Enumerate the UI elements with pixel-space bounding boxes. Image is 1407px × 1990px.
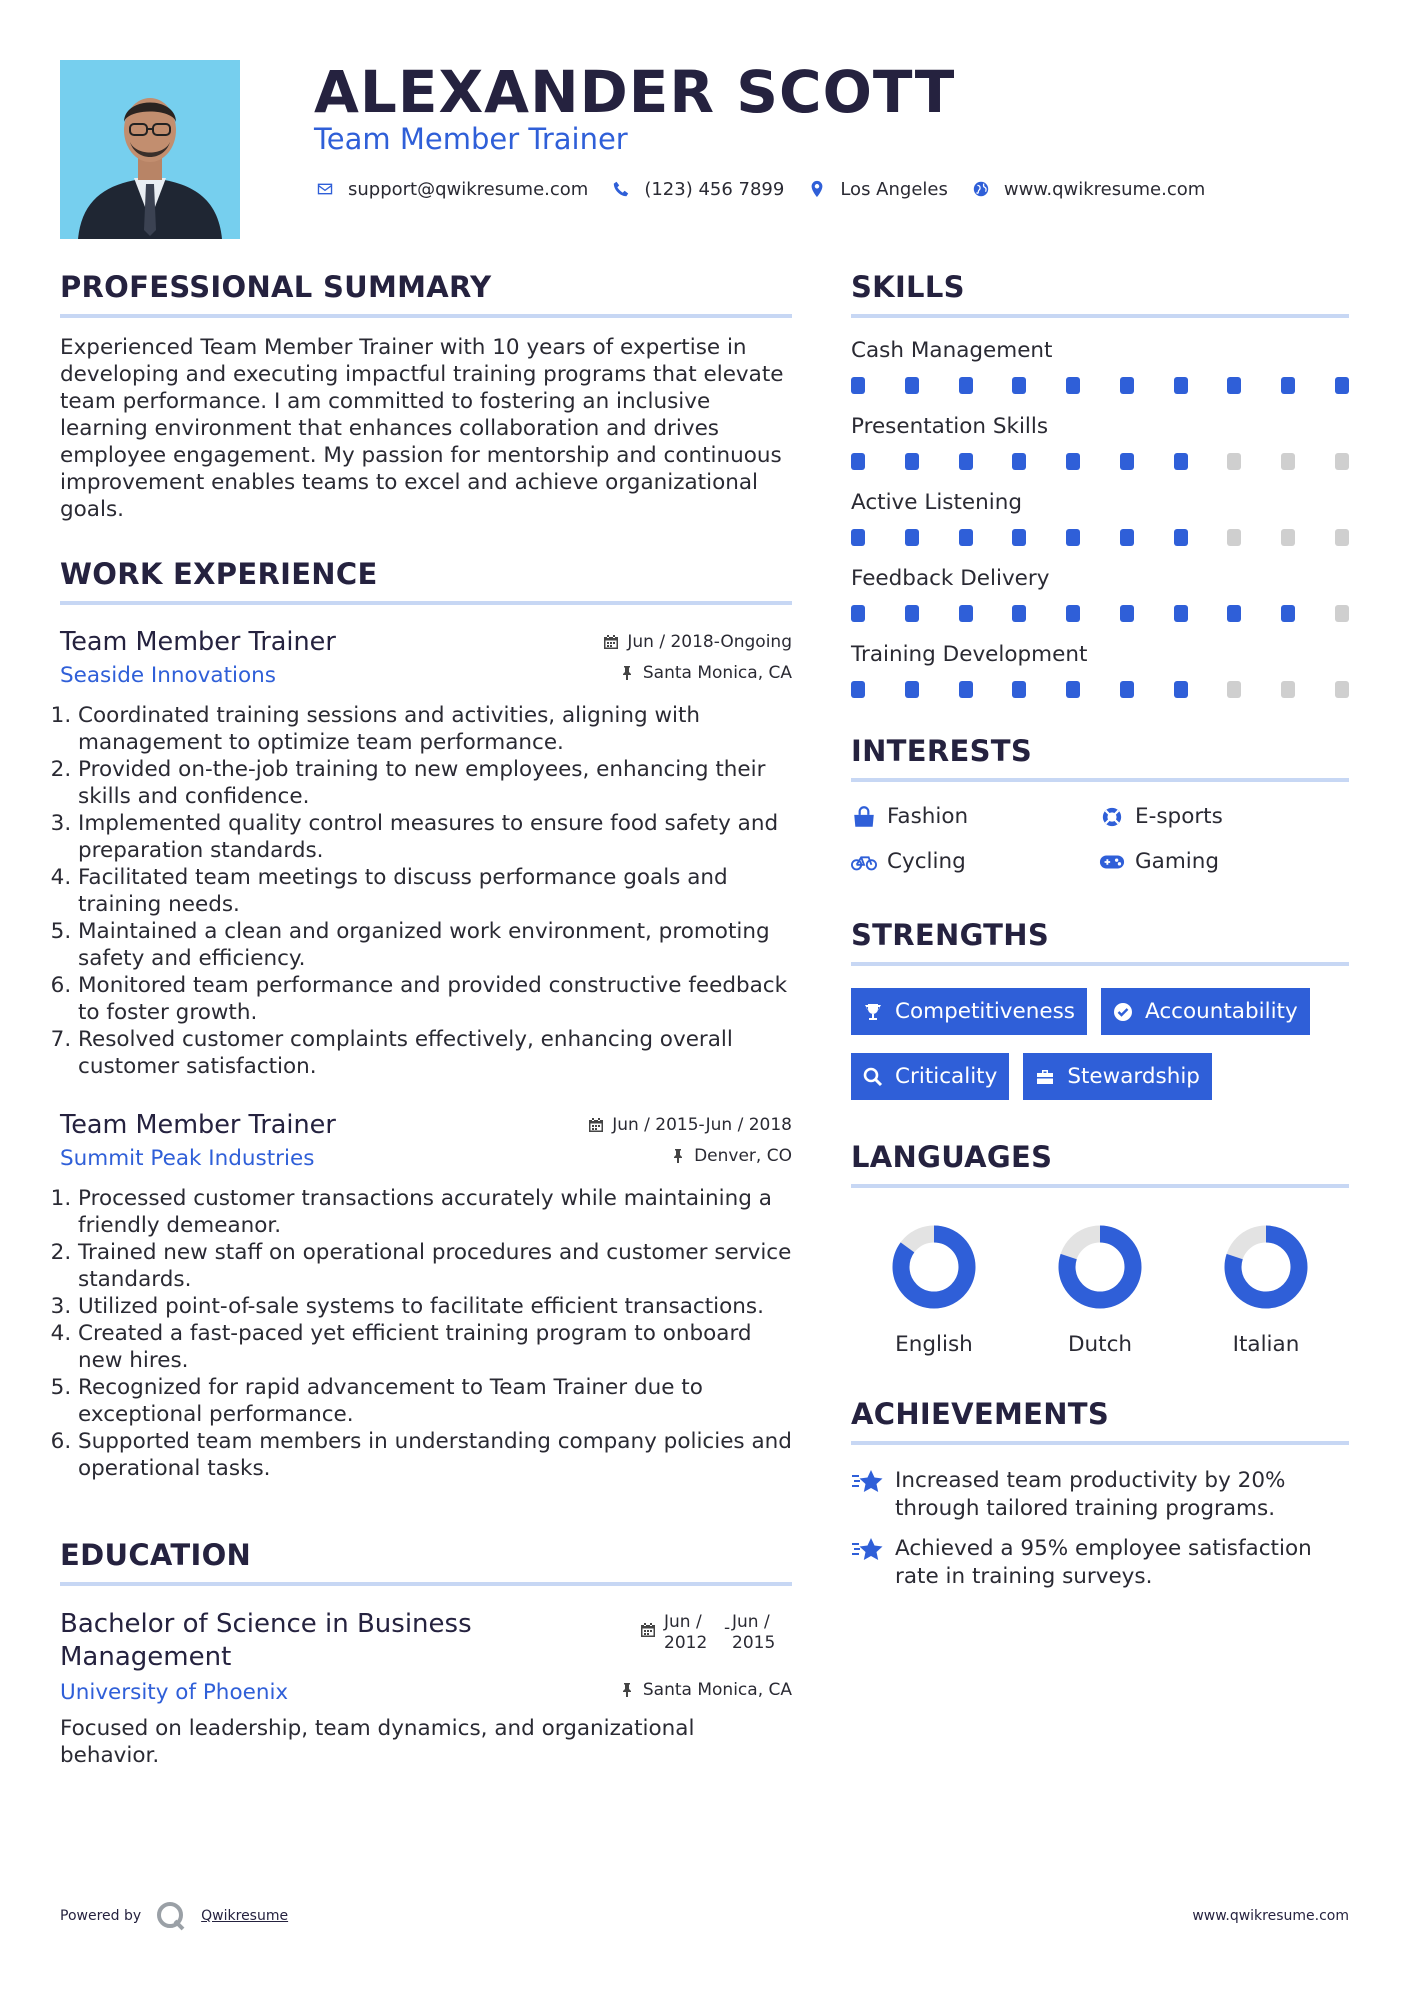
- job-bullet: 1. Coordinated training sessions and activities, aligning with management to optimize team performance.: [78, 702, 792, 756]
- interest-label: Fashion: [887, 804, 969, 829]
- search-icon: [863, 1067, 883, 1087]
- job-bullet: 7. Resolved customer complaints effectively, enhancing overall customer satisfaction.: [78, 1026, 792, 1080]
- summary-heading: PROFESSIONAL SUMMARY: [60, 270, 792, 318]
- skill-dot: [851, 605, 865, 622]
- trophy-icon: [863, 1002, 883, 1022]
- skill-dot: [1066, 377, 1080, 394]
- phone-text: (123) 456 7899: [644, 178, 785, 200]
- skills-heading: SKILLS: [851, 270, 1349, 318]
- skill-dot: [959, 681, 973, 698]
- end-month: Jun /: [732, 1612, 770, 1632]
- skill-dot: [905, 453, 919, 470]
- skill-dot: [905, 529, 919, 546]
- school-location-text: Santa Monica, CA: [642, 1679, 792, 1700]
- pushpin-icon: [619, 1682, 635, 1698]
- skill-rating: [851, 377, 1349, 394]
- strength-tag: [1023, 1053, 1212, 1100]
- skill-rating: [851, 681, 1349, 698]
- language-ring: [889, 1222, 979, 1312]
- skill-dot: [1281, 605, 1295, 622]
- job-bullet: 2. Provided on-the-job training to new employees, enhancing their skills and confidence.: [78, 756, 792, 810]
- skill-dot: [959, 453, 973, 470]
- skill-dot: [1066, 453, 1080, 470]
- skill-rating: [851, 605, 1349, 622]
- job-dates: [603, 632, 792, 652]
- language-name: Dutch: [1067, 1332, 1133, 1357]
- strength-label: Accountability: [1145, 999, 1298, 1024]
- job-entry: [60, 627, 792, 1080]
- skill-dot: [1227, 453, 1241, 470]
- skill-dot: [851, 681, 865, 698]
- skill-dot: [1066, 681, 1080, 698]
- interest-label: Gaming: [1135, 849, 1220, 874]
- pushpin-icon: [619, 665, 635, 681]
- star-icon: [851, 1467, 885, 1497]
- interest-item: [851, 849, 1099, 874]
- language-name: Italian: [1232, 1332, 1300, 1357]
- interests-list: [851, 804, 1349, 874]
- skill-dot: [1335, 605, 1349, 622]
- skill-dot: [1066, 605, 1080, 622]
- strengths-heading: STRENGTHS: [851, 918, 1349, 966]
- end-year: 2015: [732, 1633, 776, 1653]
- skill-dot: [1174, 529, 1188, 546]
- skill-dot: [1335, 453, 1349, 470]
- skill-item: [851, 642, 1349, 698]
- skill-dot: [1120, 453, 1134, 470]
- skill-dot: [959, 529, 973, 546]
- interest-label: E-sports: [1135, 804, 1223, 829]
- job-bullet: 2. Trained new staff on operational procedures and customer service standards.: [78, 1239, 792, 1293]
- phone-icon: [610, 178, 632, 200]
- skill-dot: [1120, 605, 1134, 622]
- skill-dot: [1012, 377, 1026, 394]
- skill-dot: [1066, 529, 1080, 546]
- interest-label: Cycling: [887, 849, 966, 874]
- skill-rating: [851, 529, 1349, 546]
- job-title: Team Member Trainer: [60, 627, 336, 657]
- skill-name: Presentation Skills: [851, 414, 1049, 439]
- company-name: Summit Peak Industries: [60, 1146, 315, 1171]
- job-dates: [588, 1115, 792, 1135]
- skills-list: [851, 338, 1349, 698]
- check-circle-icon: [1113, 1002, 1133, 1022]
- language-item: [1017, 1222, 1183, 1357]
- skill-dot: [851, 529, 865, 546]
- lifebuoy-icon: [1099, 806, 1125, 828]
- skill-dot: [1174, 681, 1188, 698]
- interest-item: [1099, 804, 1347, 829]
- contact-website[interactable]: [970, 178, 1205, 200]
- strengths-list: [851, 988, 1349, 1100]
- skill-item: [851, 490, 1349, 546]
- languages-list: [851, 1222, 1349, 1357]
- skill-rating: [851, 453, 1349, 470]
- skill-dot: [1174, 605, 1188, 622]
- achievement-item: [851, 1535, 1349, 1591]
- skill-dot: [1012, 529, 1026, 546]
- skill-dot: [1281, 681, 1295, 698]
- language-item: [1183, 1222, 1349, 1357]
- profile-photo: [60, 60, 240, 239]
- date-separator: -: [724, 1618, 731, 1638]
- skill-dot: [1281, 529, 1295, 546]
- start-year: 2012: [664, 1633, 708, 1653]
- language-ring: [1221, 1222, 1311, 1312]
- skill-dot: [1227, 605, 1241, 622]
- contact-phone[interactable]: [610, 178, 784, 200]
- briefcase-icon: [1035, 1067, 1055, 1087]
- job-bullet: 5. Maintained a clean and organized work environment, promoting safety and efficiency.: [78, 918, 792, 972]
- location-text: Los Angeles: [840, 178, 948, 200]
- right-column: [851, 270, 1349, 1591]
- job-bullet: 1. Processed customer transactions accurately while maintaining a friendly demeanor.: [78, 1185, 792, 1239]
- powered-by-label: Powered by: [60, 1908, 142, 1924]
- skill-item: [851, 414, 1349, 470]
- skill-dot: [1012, 681, 1026, 698]
- skill-dot: [1281, 453, 1295, 470]
- skill-item: [851, 338, 1349, 394]
- skill-dot: [1120, 529, 1134, 546]
- email-text: support@qwikresume.com: [348, 178, 589, 200]
- job-bullet: 6. Monitored team performance and provided constructive feedback to foster growth.: [78, 972, 792, 1026]
- qwikresume-logo-icon: [155, 1900, 187, 1932]
- language-item: [851, 1222, 1017, 1357]
- job-bullet: 4. Facilitated team meetings to discuss performance goals and training needs.: [78, 864, 792, 918]
- candidate-name: ALEXANDER SCOTT: [314, 58, 956, 126]
- skill-name: Feedback Delivery: [851, 566, 1050, 591]
- languages-heading: LANGUAGES: [851, 1140, 1349, 1188]
- star-icon: [851, 1535, 885, 1565]
- interests-heading: INTERESTS: [851, 734, 1349, 782]
- skill-dot: [1174, 377, 1188, 394]
- job-bullets: [60, 702, 792, 1080]
- envelope-icon: [314, 178, 336, 200]
- education-description: Focused on leadership, team dynamics, and organizational behavior.: [60, 1716, 695, 1768]
- skill-dot: [959, 605, 973, 622]
- strength-label: Competitiveness: [895, 999, 1075, 1024]
- website-text: www.qwikresume.com: [1003, 178, 1206, 200]
- skill-dot: [1227, 377, 1241, 394]
- strength-tag: [1101, 988, 1310, 1035]
- skill-dot: [905, 377, 919, 394]
- gamepad-icon: [1099, 851, 1125, 873]
- experience-heading: WORK EXPERIENCE: [60, 557, 792, 605]
- skill-dot: [1281, 377, 1295, 394]
- calendar-icon: [588, 1117, 604, 1133]
- job-location: [670, 1146, 792, 1166]
- skill-name: Cash Management: [851, 338, 1053, 363]
- footer-website[interactable]: www.qwikresume.com: [1192, 1908, 1349, 1924]
- start-month: Jun /: [664, 1612, 702, 1632]
- powered-by: [60, 1900, 288, 1932]
- job-bullet: 5. Recognized for rapid advancement to Team Trainer due to exceptional performance.: [78, 1374, 792, 1428]
- interest-item: [851, 804, 1099, 829]
- achievement-text: Increased team productivity by 20% through tailored training programs.: [895, 1468, 1286, 1521]
- achievement-text: Achieved a 95% employee satisfaction rate in training surveys.: [895, 1536, 1312, 1589]
- skill-dot: [851, 377, 865, 394]
- job-dates-text: Jun / 2018-Ongoing: [627, 632, 792, 652]
- skill-dot: [1012, 453, 1026, 470]
- strength-tag: [851, 988, 1087, 1035]
- job-bullet: 6. Supported team members in understanding company policies and operational tasks.: [78, 1428, 792, 1482]
- company-name: Seaside Innovations: [60, 663, 276, 688]
- achievements-heading: ACHIEVEMENTS: [851, 1397, 1349, 1445]
- skill-name: Active Listening: [851, 490, 1023, 515]
- interest-item: [1099, 849, 1347, 874]
- strength-label: Criticality: [895, 1064, 998, 1089]
- school-location: [619, 1680, 792, 1700]
- strength-label: Stewardship: [1067, 1064, 1200, 1089]
- contact-bar: [314, 178, 1227, 200]
- job-location-text: Denver, CO: [694, 1145, 792, 1166]
- skill-dot: [905, 681, 919, 698]
- strength-tag: [851, 1053, 1009, 1100]
- skill-dot: [1120, 377, 1134, 394]
- skill-dot: [905, 605, 919, 622]
- job-entry: [60, 1110, 792, 1482]
- degree-title: Bachelor of Science in Business Management: [60, 1609, 472, 1672]
- skill-dot: [1227, 529, 1241, 546]
- achievement-item: [851, 1467, 1349, 1523]
- calendar-icon: [603, 634, 619, 650]
- brand-link[interactable]: Qwikresume: [201, 1908, 289, 1924]
- school-name: University of Phoenix: [60, 1680, 289, 1705]
- job-bullet: 3. Implemented quality control measures to ensure food safety and preparation standards.: [78, 810, 792, 864]
- job-location: [619, 663, 792, 683]
- skill-item: [851, 566, 1349, 622]
- globe-icon: [970, 178, 992, 200]
- job-bullet: 4. Created a fast-paced yet efficient training program to onboard new hires.: [78, 1320, 792, 1374]
- skill-dot: [1120, 681, 1134, 698]
- skill-dot: [1012, 605, 1026, 622]
- skill-dot: [1174, 453, 1188, 470]
- job-bullets: [60, 1185, 792, 1482]
- skill-name: Training Development: [851, 642, 1088, 667]
- education-dates: [640, 1612, 792, 1674]
- skill-dot: [1335, 529, 1349, 546]
- job-location-text: Santa Monica, CA: [642, 662, 792, 683]
- skill-dot: [959, 377, 973, 394]
- contact-email[interactable]: [314, 178, 588, 200]
- skill-dot: [1335, 377, 1349, 394]
- map-pin-icon: [806, 178, 828, 200]
- job-bullet: 3. Utilized point-of-sale systems to facilitate efficient transactions.: [78, 1293, 792, 1320]
- calendar-icon: [640, 1622, 656, 1638]
- education-heading: EDUCATION: [60, 1538, 792, 1586]
- job-dates-text: Jun / 2015-Jun / 2018: [612, 1115, 792, 1135]
- skill-dot: [1227, 681, 1241, 698]
- pushpin-icon: [670, 1148, 686, 1164]
- left-column: [60, 270, 792, 1769]
- shopping-bag-icon: [851, 806, 877, 828]
- candidate-title: Team Member Trainer: [314, 122, 628, 156]
- skill-dot: [1335, 681, 1349, 698]
- language-name: English: [895, 1332, 973, 1357]
- footer: [60, 1900, 1349, 1932]
- job-title: Team Member Trainer: [60, 1110, 336, 1140]
- summary-text: Experienced Team Member Trainer with 10 years of expertise in developing and executing impactful training programs that elevate team performance. I am committed to fostering an inclusive learning environment that enhances collaboration and drives employee engagement. My passion for mentorship and continuous improvement enables teams to excel and achieve organizational goals.: [60, 335, 784, 522]
- language-ring: [1055, 1222, 1145, 1312]
- skill-dot: [851, 453, 865, 470]
- contact-location: [806, 178, 948, 200]
- education-entry: [60, 1608, 792, 1674]
- bicycle-icon: [851, 851, 877, 873]
